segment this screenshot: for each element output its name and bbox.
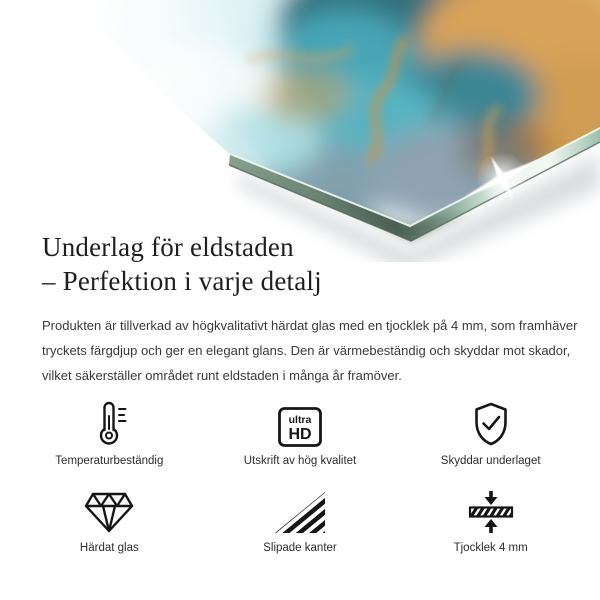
feature-label: Utskrift av hög kvalitet [243,455,357,467]
feature-label: Temperaturbeständig [55,455,164,467]
feature-protects-surface [395,398,586,467]
feature-thickness-4mm [395,485,586,554]
paragraph-line: Produkten är tillverkad av högkvalitativt härdat glas med en tjocklek på 4 mm, som framhäver [42,318,578,333]
ultra-hd-icon-text-top: ultra [288,414,312,426]
feature-label: Slipade kanter [263,542,337,554]
ultra-hd-icon [277,398,323,448]
feature-temperature-resistant [14,398,205,467]
feature-label: Skyddar underlaget [440,455,541,467]
thermometer-icon [89,398,129,448]
paragraph-line: tryckets färgdjup och ger en elegant glans. Den är värmebeständig och skyddar mot skador, [42,343,571,358]
glass-panel-image [0,0,600,262]
feature-polished-edges [205,485,396,554]
page-title-line2: – Perfektion i varje detalj [42,266,322,296]
feature-high-quality-print [205,398,396,467]
feature-label: Tjocklek 4 mm [453,542,528,554]
diamond-icon [83,485,135,535]
feature-tempered-glass [14,485,205,554]
page-title-line1: Underlag för eldstaden [42,232,294,262]
paragraph-line: vilket säkerställer området runt eldstaden i många år framöver. [42,368,402,383]
thickness-icon [467,485,515,535]
product-description-section [42,230,578,388]
shield-check-icon [469,398,513,448]
page-title [42,230,562,298]
ultra-hd-icon-text-bottom: HD [288,426,312,443]
product-description [42,313,578,388]
product-hero-image [0,0,600,262]
feature-grid [14,398,586,554]
polished-edges-icon [274,485,326,535]
feature-label: Härdat glas [79,542,139,554]
